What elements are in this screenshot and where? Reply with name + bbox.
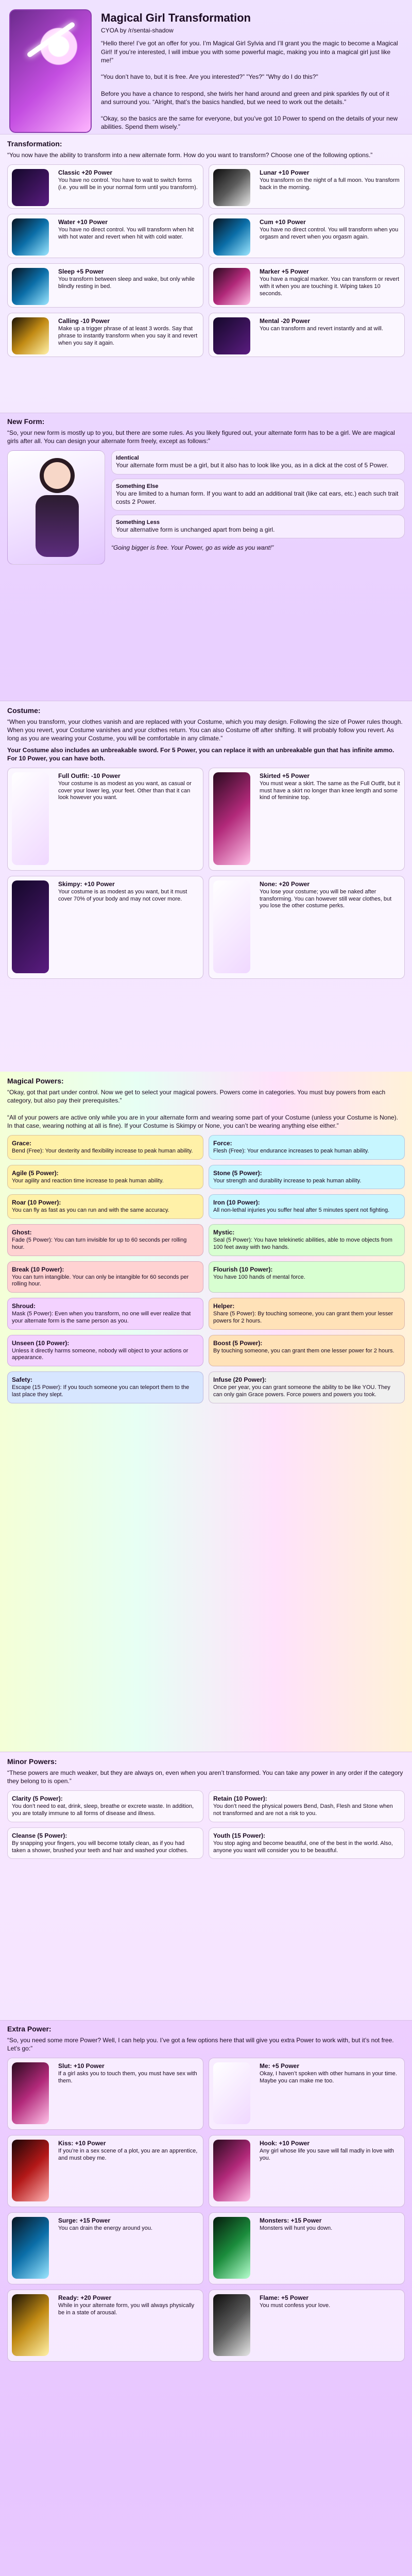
option-desc: Make up a trigger phrase of at least 3 words. Say that phrase to instantly transform when you say it and revert when you say it again. — [58, 326, 198, 346]
minor-power-cell[interactable] — [7, 1790, 203, 1822]
marker-icon — [213, 268, 250, 305]
drawback-illustration — [12, 2062, 49, 2124]
costume-section — [0, 701, 412, 1073]
option-desc: You transform on the night of a full moon. You transform back in the morning. — [260, 177, 400, 191]
power-desc: Fade (5 Power): You can turn invisible for up to 60 seconds per rolling hour. — [12, 1237, 187, 1250]
drawback-desc: You must confess your love. — [260, 2302, 331, 2309]
costume-illustration — [12, 880, 49, 973]
minor-power-name: Youth (15 Power): — [213, 1832, 266, 1839]
power-name: Agile (5 Power): — [12, 1169, 59, 1177]
drawback-card[interactable] — [7, 2135, 203, 2207]
option-card[interactable] — [209, 214, 405, 258]
drawback-desc: Monsters will hunt you down. — [260, 2225, 333, 2232]
option-card[interactable] — [7, 214, 203, 258]
option-desc: You transform between sleep and wake, but only while blindly resting in bed. — [58, 276, 195, 290]
bolt-icon — [213, 218, 250, 256]
extra-power-section — [0, 2020, 412, 2576]
power-desc: All non-lethal injuries you suffer heal after 5 minutes spent not fighting. — [213, 1207, 390, 1214]
drawback-name: Me: +5 Power — [260, 2062, 300, 2070]
moon-icon — [213, 169, 250, 206]
star-icon — [12, 268, 49, 305]
new-form-option[interactable] — [111, 479, 405, 511]
costume-card-text — [260, 880, 400, 910]
power-name: Stone (5 Power): — [213, 1169, 262, 1177]
character-portrait — [7, 450, 105, 565]
option-card[interactable] — [209, 164, 405, 209]
drawback-desc: While in your alternate form, you will always physically be in a state of arousal. — [58, 2302, 195, 2316]
costume-card[interactable] — [209, 876, 405, 979]
power-cell[interactable] — [209, 1298, 405, 1330]
power-cell[interactable] — [7, 1135, 203, 1160]
drawback-name: Surge: +15 Power — [58, 2217, 111, 2225]
header-text — [101, 11, 400, 131]
minor-power-cell[interactable] — [7, 1827, 203, 1859]
costume-card-text — [58, 880, 199, 903]
costume-desc: You lose your costume; you will be naked after transforming. You can however still wear clothes, but you lose the other costume perks. — [260, 888, 392, 909]
power-name: Ghost: — [12, 1229, 32, 1236]
option-name: Lunar +10 Power — [260, 169, 310, 177]
power-desc: You can fly as fast as you can run and with the same accuracy. — [12, 1207, 169, 1214]
minor-powers-block — [0, 1752, 412, 1864]
extra-power-text: “So, you need some more Power? Well, I can help you. I’ve got a few options here that will give you extra Power to work with, but it’s not free. Let’s go:” — [7, 2037, 394, 2053]
option-text — [260, 268, 400, 297]
power-cell[interactable] — [209, 1224, 405, 1256]
new-form-option-desc: Your alternative form is unchanged apart from being a girl. — [116, 526, 275, 533]
minor-power-cell[interactable] — [209, 1827, 405, 1859]
new-form-option-name: Something Less — [116, 519, 160, 526]
costume-card-text — [58, 772, 199, 802]
power-name: Break (10 Power): — [12, 1265, 64, 1273]
option-name: Mental -20 Power — [260, 317, 311, 325]
drawback-name: Hook: +10 Power — [260, 2140, 310, 2147]
power-cell[interactable] — [7, 1194, 203, 1219]
magical-powers-block — [0, 1072, 412, 1409]
option-desc: You can transform and revert instantly and at will. — [260, 326, 383, 332]
new-form-note: “Going bigger is free. Your Power, go as wide as you want!” — [111, 544, 274, 552]
extra-power-block — [0, 2020, 412, 2367]
costume-card[interactable] — [7, 876, 203, 979]
section-title-extra-power: Extra Power: — [7, 2025, 52, 2033]
option-card[interactable] — [209, 313, 405, 357]
power-cell[interactable] — [7, 1298, 203, 1330]
power-name: Force: — [213, 1139, 232, 1147]
costume-name: Skirted +5 Power — [260, 772, 310, 779]
drawback-card[interactable] — [209, 2212, 405, 2284]
page-title: Magical Girl Transformation — [101, 11, 251, 24]
drawback-illustration — [213, 2062, 250, 2124]
power-cell[interactable] — [7, 1224, 203, 1256]
option-name: Sleep +5 Power — [58, 268, 104, 276]
option-name: Calling -10 Power — [58, 317, 110, 325]
drawback-text — [58, 2062, 199, 2085]
costume-name: None: +20 Power — [260, 880, 310, 888]
costume-text: “When you transform, your clothes vanish and are replaced with your Costume, which you may design. Following the size of Power rules though. When you revert, your Costume vanishes and your clothes return. You can also Costume off after shifting. It will probably follow you revert. As long as you are wearing your Costume, you will be comfortable in any climate.” — [7, 718, 403, 742]
new-form-section — [0, 412, 412, 701]
option-card[interactable] — [7, 164, 203, 209]
minor-power-name: Retain (10 Power): — [213, 1795, 267, 1803]
new-form-option-name: Identical — [116, 455, 139, 462]
power-desc: Once per year, you can grant someone the ability to be like YOU. They can only gain Grace powers. Force powers and powers you took. — [213, 1384, 390, 1398]
section-title-costume: Costume: — [7, 706, 41, 715]
minor-power-desc: You don’t need to eat, drink, sleep, breathe or excrete waste. In addition, you are totally immune to all forms of disease and illness. — [12, 1803, 194, 1817]
power-desc: Share (5 Power): By touching someone, you can grant them your lesser powers for 2 hours. — [213, 1311, 393, 1324]
drawback-text — [260, 2217, 400, 2232]
drawback-name: Ready: +20 Power — [58, 2294, 112, 2302]
power-desc: Seal (5 Power): You have telekinetic abilities, able to move objects from 100 feet away with two hands. — [213, 1237, 392, 1250]
power-cell[interactable] — [7, 1165, 203, 1190]
power-name: Unseen (10 Power): — [12, 1339, 70, 1347]
power-cell[interactable] — [209, 1165, 405, 1190]
costume-name: Full Outfit: -10 Power — [58, 772, 121, 779]
drawback-name: Slut: +10 Power — [58, 2062, 105, 2070]
spiral-icon — [12, 169, 49, 206]
power-name: Safety: — [12, 1376, 33, 1384]
option-card[interactable] — [209, 263, 405, 308]
drawback-desc: If you’re in a sex scene of a plot, you are an apprentice, and must obey me. — [58, 2148, 198, 2162]
costume-card-text — [260, 772, 400, 802]
drawback-desc: Okay, I haven’t spoken with other humans in your time. Maybe you can make me too. — [260, 2071, 397, 2084]
costume-block — [0, 701, 412, 984]
minor-power-desc: You don’t need the physical powers Bend, Dash, Flesh and Stone when not transformed and are not a risk to you. — [213, 1803, 393, 1817]
section-title-minor-powers: Minor Powers: — [7, 1757, 57, 1766]
option-name: Classic +20 Power — [58, 169, 113, 177]
transformation-block — [0, 134, 412, 362]
drawback-illustration — [213, 2217, 250, 2279]
magical-powers-text: “Okay, got that part under control. Now we get to select your magical powers. Powers come in categories. You must buy powers from each category, but also pay their prerequisites.” “All of your powers are active only while you are in your alternate form and wearing some part of your Costume (unless your Costume is None). In that case, wearing nothing at all is fine). If your Costume is Skimpy or None, you can’t be wearing anything else either.” — [7, 1089, 399, 1129]
power-cell[interactable] — [7, 1371, 203, 1403]
costume-name: Skimpy: +10 Power — [58, 880, 115, 888]
drawback-name: Kiss: +10 Power — [58, 2140, 106, 2147]
costume-note: Your Costume also includes an unbreakable sword. For 5 Power, you can replace it with an unbreakable gun that has infinite ammo. For 10 Power, you can have both. — [7, 746, 394, 762]
new-form-option[interactable] — [111, 515, 405, 538]
option-text — [260, 317, 400, 333]
drawback-name: Monsters: +15 Power — [260, 2217, 322, 2225]
costume-cards — [7, 768, 405, 979]
drawback-text — [58, 2217, 199, 2232]
costume-illustration — [213, 880, 250, 973]
minor-power-desc: By snapping your fingers, you will become totally clean, as if you had taken a shower, brushed your teeth and hair and washed your clothes. — [12, 1840, 188, 1854]
brain-icon — [213, 317, 250, 354]
new-form-options — [111, 450, 405, 552]
new-form-option-desc: You are limited to a human form. If you want to add an additional trait (like cat ears, etc.) each such trait costs 2 Power. — [116, 489, 399, 505]
section-title-magical-powers: Magical Powers: — [7, 1077, 64, 1085]
minor-powers-section — [0, 1752, 412, 2021]
power-cell[interactable] — [7, 1335, 203, 1367]
minor-power-name: Clarity (5 Power): — [12, 1795, 63, 1803]
power-name: Shroud: — [12, 1302, 36, 1310]
water-icon — [12, 218, 49, 256]
drawback-text — [260, 2062, 400, 2085]
power-cell[interactable] — [209, 1135, 405, 1160]
new-form-option[interactable] — [111, 450, 405, 474]
option-text — [58, 317, 199, 347]
drawback-card[interactable] — [7, 2058, 203, 2130]
magical-powers-section — [0, 1072, 412, 1752]
option-text — [260, 218, 400, 241]
magical-powers-table — [7, 1135, 405, 1403]
drawback-text — [260, 2140, 400, 2162]
power-name: Iron (10 Power): — [213, 1199, 260, 1207]
costume-card[interactable] — [209, 768, 405, 871]
drawback-illustration — [12, 2294, 49, 2356]
drawback-illustration — [213, 2140, 250, 2201]
drawback-text — [260, 2294, 400, 2310]
costume-desc: You must wear a skirt. The same as the Full Outfit, but it must have a skirt no longer than knee length and some kind of feminine top. — [260, 780, 400, 801]
costume-desc: Your costume is as modest as you want, as casual or cover your lower leg, your feet. Other than that it can look however you want. — [58, 780, 192, 801]
minor-powers-text: “These powers are much weaker, but they are always on, even when you aren’t transformed. You can take any power in any order if the category they belong to is open.” — [7, 1769, 403, 1785]
drawback-card[interactable] — [209, 2290, 405, 2362]
drawback-desc: You can drain the energy around you. — [58, 2225, 153, 2232]
new-form-text: “So, your new form is mostly up to you, but there are some rules. As you likely figured out, your alternate form has to be a girl. We are magical girls after all. You can design your alternate form freely, except as follows:” — [7, 429, 395, 445]
power-desc: Your strength and durability increase to peak human ability. — [213, 1177, 362, 1184]
minor-powers-table — [7, 1790, 405, 1859]
costume-illustration — [213, 772, 250, 865]
option-card[interactable] — [7, 313, 203, 357]
drawback-card[interactable] — [7, 2290, 203, 2362]
drawback-name: Flame: +5 Power — [260, 2294, 309, 2302]
power-cell[interactable] — [209, 1371, 405, 1403]
header — [0, 0, 412, 134]
costume-desc: Your costume is as modest as you want, but it must cover 70% of your body and may not cover more. — [58, 888, 187, 902]
byline: CYOA by /r/sentai-shadow — [101, 27, 174, 35]
power-desc: Your agility and reaction time increase to peak human ability. — [12, 1177, 164, 1184]
option-desc: You have no direct control. You will transform when hit with hot water and revert when hit with cold water. — [58, 227, 194, 240]
option-card[interactable] — [7, 263, 203, 308]
power-desc: By touching someone, you can grant them one lesser power for 2 hours. — [213, 1347, 394, 1354]
drawback-illustration — [213, 2294, 250, 2356]
mic-icon — [12, 317, 49, 354]
drawback-card[interactable] — [209, 2135, 405, 2207]
power-desc: Unless it directly harms someone, nobody will object to your actions or appearance. — [12, 1347, 188, 1361]
power-cell[interactable] — [209, 1335, 405, 1367]
power-name: Helper: — [213, 1302, 235, 1310]
new-form-option-desc: Your alternate form must be a girl, but it also has to look like you, as in a dick at the cost of 5 Power. — [116, 462, 389, 469]
transformation-section — [0, 134, 412, 413]
costume-card[interactable] — [7, 768, 203, 871]
option-text — [58, 169, 199, 192]
option-name: Cum +10 Power — [260, 218, 306, 226]
power-desc: You have 100 hands of mental force. — [213, 1274, 305, 1280]
costume-illustration — [12, 772, 49, 865]
drawback-illustration — [12, 2140, 49, 2201]
power-desc: Escape (15 Power): If you touch someone you can teleport them to the last place they slept. — [12, 1384, 190, 1398]
power-name: Boost (5 Power): — [213, 1339, 263, 1347]
drawback-text — [58, 2294, 199, 2317]
power-name: Flourish (10 Power): — [213, 1265, 273, 1273]
intro-text: “Hello there! I’ve got an offer for you. I’m Magical Girl Sylvia and I’ll grant you the magic to become a Magical Girl! If you’re interested, I will imbue you with some powerful magic, making you into a magical girl just like me!” “You don’t have to, but it is free. Are you interested?” "Yes?" "Why do I do this?" Before you have a chance to respond, she twirls her hand around and green and pink sparkles fly out of it and surround you. “Alright, that’s the basics handled, but we need to work out the details.” “Okay, so the basics are the same for everyone, but you’ve got 10 Power to spend on the details of your new abilities. Spend them wisely.” — [101, 40, 398, 131]
drawback-desc: If a girl asks you to touch them, you must have sex with them. — [58, 2071, 197, 2084]
extra-power-cards — [7, 2058, 405, 2362]
power-name: Grace: — [12, 1139, 32, 1147]
transformation-cards — [7, 164, 405, 357]
option-desc: You have no direct control. You will transform when you orgasm and revert when you orgasm again. — [260, 227, 399, 240]
option-desc: You have a magical marker. You can transform or revert with it when you are touching it. Wiping takes 10 seconds. — [260, 276, 400, 297]
new-form-option-name: Something Else — [116, 483, 159, 489]
minor-power-desc: You stop aging and become beautiful, one of the best in the world. Also, anyone you want will consider you to be beautiful. — [213, 1840, 393, 1854]
drawback-card[interactable] — [7, 2212, 203, 2284]
power-desc: Bend (Free): Your dexterity and flexibility increase to peak human ability. — [12, 1147, 193, 1154]
option-name: Marker +5 Power — [260, 268, 309, 276]
minor-power-name: Cleanse (5 Power): — [12, 1832, 67, 1839]
minor-power-cell[interactable] — [209, 1790, 405, 1822]
power-cell[interactable] — [209, 1261, 405, 1293]
option-name: Water +10 Power — [58, 218, 108, 226]
option-text — [260, 169, 400, 192]
power-name: Mystic: — [213, 1229, 235, 1236]
hero-illustration — [9, 9, 92, 133]
power-name: Infuse (20 Power): — [213, 1376, 267, 1384]
power-desc: You can turn intangible. Your can only be intangible for 60 seconds per rolling hour. — [12, 1274, 189, 1287]
option-text — [58, 268, 199, 291]
power-name: Roar (10 Power): — [12, 1199, 61, 1207]
power-cell[interactable] — [209, 1194, 405, 1219]
section-title-new-form: New Form: — [7, 417, 45, 426]
option-desc: You have no control. You have to wait to switch forms (i.e. you will be in your normal form until you transform). — [58, 177, 198, 191]
power-desc: Flesh (Free): Your endurance increases to peak human ability. — [213, 1147, 369, 1154]
drawback-desc: Any girl whose life you save will fall madly in love with you. — [260, 2148, 394, 2162]
power-desc: Mask (5 Power): Even when you transform, no one will ever realize that your alternate form is the same person as you. — [12, 1311, 191, 1324]
new-form-block — [0, 412, 412, 570]
section-title-transformation: Transformation: — [7, 140, 62, 148]
option-text — [58, 218, 199, 241]
power-cell[interactable] — [7, 1261, 203, 1293]
transformation-text: “You now have the ability to transform into a new alternate form. How do you want to transform? Choose one of the following options.” — [7, 151, 373, 159]
drawback-illustration — [12, 2217, 49, 2279]
drawback-text — [58, 2140, 199, 2162]
drawback-card[interactable] — [209, 2058, 405, 2130]
new-form-layout — [7, 450, 405, 565]
